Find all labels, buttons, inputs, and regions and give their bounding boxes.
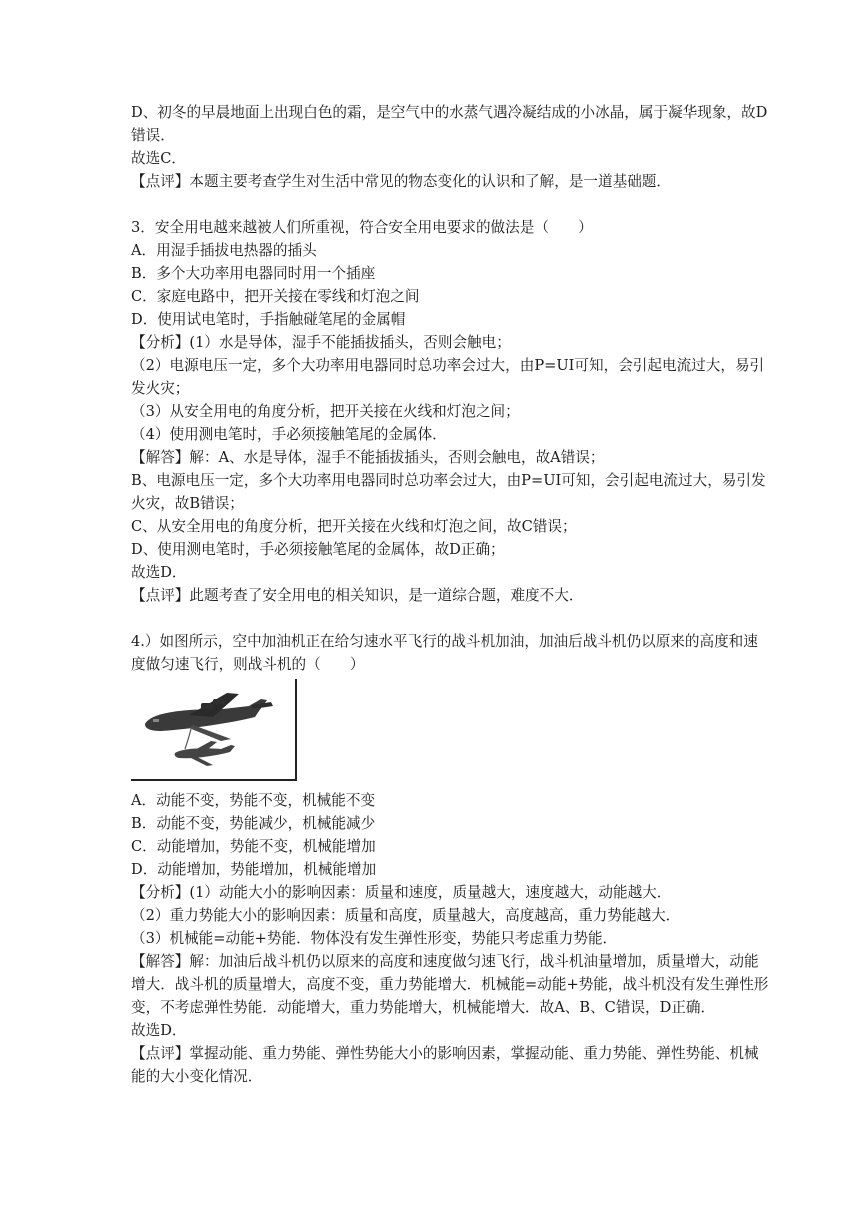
q4-analysis-3: （3）机械能=动能+势能．物体没有发生弹性形变，势能只考虑重力势能． <box>131 930 618 947</box>
q3-analysis-3: （3）从安全用电的角度分析，把开关接在火线和灯泡之间； <box>131 403 520 420</box>
q4-answer: 【解答】解：加油后战斗机仍以原来的高度和速度做匀速飞行，战斗机油量增加，质量增大，动能增大．战斗机的质量增大，高度不变，重力势能增大．机械能=动能+势能，战斗机没有发生弹性形变，不考虑弹性势能．动能增大，重力势能增大，机械能增大．故A、B、C错误，D正确． <box>131 953 769 1016</box>
q3-answer-1: 【解答】解：A、水是导体，湿手不能插拔插头，否则会触电，故A错误； <box>131 449 605 466</box>
q3-stem: 3．安全用电越来越被人们所重视，符合安全用电要求的做法是（ ） <box>131 219 593 236</box>
q4-analysis-1: 【分析】(1）动能大小的影响因素：质量和速度，质量越大，速度越大，动能越大． <box>131 884 672 901</box>
q4-comment: 【点评】掌握动能、重力势能、弹性势能大小的影响因素，掌握动能、重力势能、弹性势能、机械能的大小变化情况． <box>131 1045 759 1085</box>
q3-analysis-4: （4）使用测电笔时，手必须接触笔尾的金属体． <box>131 426 447 443</box>
q3-answer-3: C、从安全用电的角度分析，把开关接在火线和灯泡之间，故C错误； <box>131 518 577 535</box>
q4-analysis-2: （2）重力势能大小的影响因素：质量和高度，质量越大，高度越高，重力势能越大． <box>131 907 681 924</box>
spacer <box>131 193 771 216</box>
document-body <box>131 101 771 1088</box>
refueling-aircraft-figure <box>131 679 297 781</box>
q4-choice: 故选D． <box>131 1022 187 1039</box>
q3-option-a: A．用湿手插拔电热器的插头 <box>131 242 317 259</box>
q4-option-a: A．动能不变，势能不变，机械能不变 <box>131 792 376 809</box>
q2-comment: 【点评】本题主要考查学生对生活中常见的物态变化的认识和了解，是一道基础题． <box>131 173 671 190</box>
spacer <box>131 607 771 630</box>
q2-choice: 故选C． <box>131 150 186 167</box>
q3-analysis-1: 【分析】(1）水是导体，湿手不能插拔插头，否则会触电； <box>131 334 511 351</box>
q4-option-c: C．动能增加，势能不变，机械能增加 <box>131 838 376 855</box>
q4-option-d: D．动能增加，势能增加，机械能增加 <box>131 861 377 878</box>
aircraft-illustration <box>131 679 295 779</box>
q3-analysis-2: （2）电源电压一定，多个大功率用电器同时总功率会过大，由P=UI可知，会引起电流过大，易引发火灾； <box>131 357 765 397</box>
q3-answer-4: D、使用测电笔时，手必须接触笔尾的金属体，故D正确； <box>131 541 505 558</box>
q3-option-d: D．使用试电笔时，手指触碰笔尾的金属帽 <box>131 311 406 328</box>
q3-option-b: B．多个大功率用电器同时用一个插座 <box>131 265 376 282</box>
q4-option-b: B．动能不变，势能减少，机械能减少 <box>131 815 376 832</box>
q4-stem: 4.）如图所示，空中加油机正在给匀速水平飞行的战斗机加油，加油后战斗机仍以原来的高度和速度做匀速飞行，则战斗机的（ ） <box>131 633 758 673</box>
q3-option-c: C．家庭电路中，把开关接在零线和灯泡之间 <box>131 288 420 305</box>
q3-comment: 【点评】此题考查了安全用电的相关知识，是一道综合题，难度不大． <box>131 587 584 604</box>
q2-option-d-explanation: D、初冬的早晨地面上出现白色的霜，是空气中的水蒸气遇冷凝结成的小冰晶，属于凝华现象，故D错误． <box>131 104 768 144</box>
q3-answer-2: B、电源电压一定，多个大功率用电器同时总功率会过大，由P=UI可知，会引起电流过大，易引发火灾，故B错误； <box>131 472 766 512</box>
q3-choice: 故选D． <box>131 564 187 581</box>
